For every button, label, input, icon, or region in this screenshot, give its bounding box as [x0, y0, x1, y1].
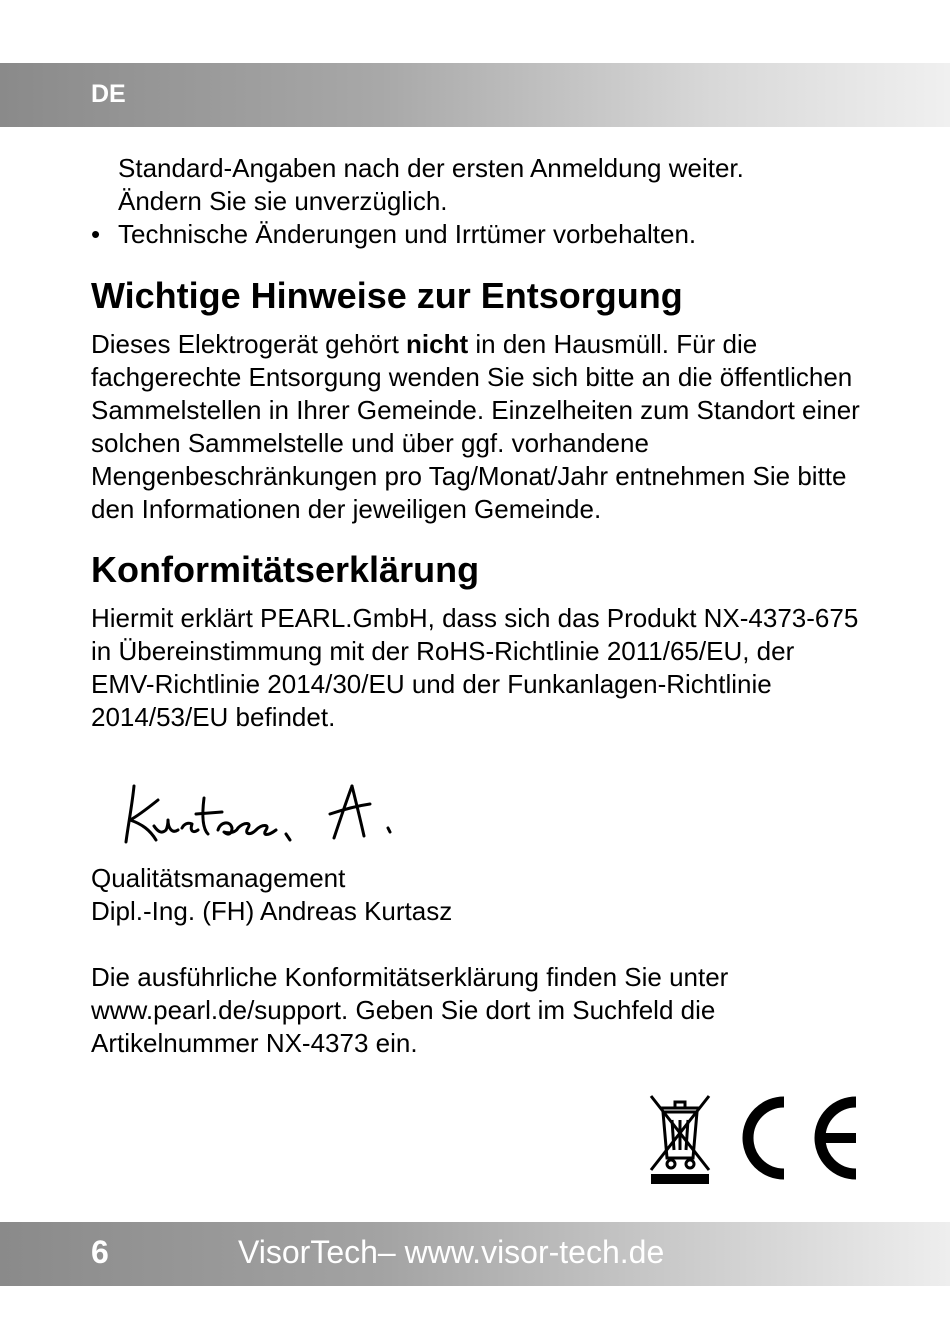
- support-paragraph: Die ausführliche Konformitätserklärung finden Sie unter www.pearl.de/support. Geben Sie dort im Suchfeld die Artikelnummer NX-4373 ein.: [91, 962, 729, 1058]
- bullet-text: Technische Änderungen und Irrtümer vorbehalten.: [118, 219, 697, 249]
- disposal-paragraph: [91, 328, 861, 526]
- disposal-text-bold: nicht: [406, 329, 469, 359]
- bullet-item: [91, 218, 861, 251]
- language-label: DE: [91, 80, 126, 108]
- page-number: 6: [91, 1234, 109, 1270]
- header-bar: [0, 63, 950, 127]
- signer-role: Qualitätsmanagement: [91, 863, 346, 893]
- disposal-text-start: Dieses Elektrogerät gehört: [91, 329, 407, 359]
- continued-text: [91, 152, 861, 218]
- conformity-paragraph: Hiermit erklärt PEARL.GmbH, dass sich das Produkt NX-4373-675 in Übereinstimmung mit der RoHS-Richtlinie 2011/65/EU, der EMV-Richtlinie 2014/30/EU und der Funkanlagen-Richtlinie 2014/53/EU befindet.: [91, 603, 859, 732]
- crossed-out-wheelie-bin-icon: [645, 1090, 715, 1186]
- bullet-icon: •: [91, 219, 101, 249]
- disposal-heading: Wichtige Hinweise zur Entsorgung: [91, 275, 683, 316]
- disposal-text-end: in den Hausmüll. Für die fachgerechte Entsorgung wenden Sie sich bitte an die öffentlichen Sammelstellen in Ihrer Gemeinde. Einzelheiten zum Standort einer solchen Sammelstelle und über ggf. vorhandene Mengenbeschränkungen pro Tag/Monat/Jahr entnehmen Sie bitte den Informationen der jeweiligen Gemeinde.: [91, 329, 860, 524]
- signature-block: [91, 862, 452, 928]
- ce-mark-icon: [728, 1092, 862, 1184]
- page-content: [91, 152, 861, 734]
- continued-line: Standard-Angaben nach der ersten Anmeldung weiter.: [118, 153, 744, 183]
- conformity-heading: Konformitätserklärung: [91, 549, 480, 590]
- signer-name: Dipl.-Ing. (FH) Andreas Kurtasz: [91, 896, 453, 926]
- handwritten-signature: [120, 778, 420, 850]
- continued-line: Ändern Sie sie unverzüglich.: [118, 186, 448, 216]
- footer-website: VisorTech– www.visor-tech.de: [238, 1234, 665, 1270]
